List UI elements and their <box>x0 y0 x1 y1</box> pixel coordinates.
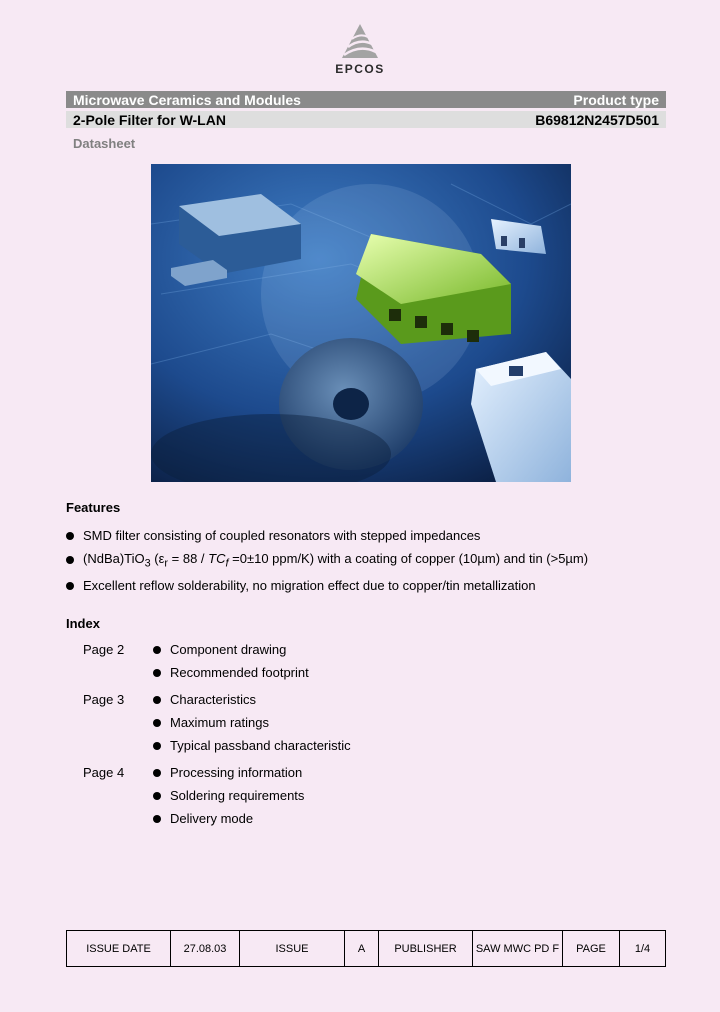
index-page-label: Page 4 <box>83 765 125 780</box>
bullet-icon <box>66 532 74 540</box>
bullet-icon <box>66 582 74 590</box>
feature-text: (NdBa)TiO$_3$ ($\varepsilon_r = 88 / TC_f =0\pm 10$ ppm/K) with a coating of copper (10µm) and tin (>5µm) <box>83 551 589 570</box>
index-item: Component drawing <box>153 642 286 657</box>
feature-text: SMD filter consisting of coupled resonators with stepped impedances <box>83 528 481 543</box>
feature-item <box>66 528 480 543</box>
bullet-icon <box>153 815 161 823</box>
index-item: Characteristics <box>153 692 256 707</box>
issue-label: ISSUE <box>240 931 345 966</box>
feature-item <box>66 578 536 593</box>
features-heading: Features <box>66 500 121 515</box>
index-page-label: Page 3 <box>83 692 125 707</box>
issue-value: A <box>345 931 379 966</box>
issue-date-value: 27.08.03 <box>171 931 240 966</box>
bullet-icon <box>153 792 161 800</box>
part-number: B69812N2457D501 <box>535 111 659 128</box>
feature-item <box>66 551 588 570</box>
brand-name: EPCOS <box>335 62 385 76</box>
epcos-logo <box>320 24 400 80</box>
page-label: PAGE <box>563 931 620 966</box>
index-page-label: Page 2 <box>83 642 125 657</box>
product-photo <box>151 164 571 482</box>
product-bar <box>66 111 666 128</box>
publisher-value: SAW MWC PD F <box>473 931 563 966</box>
bullet-icon <box>153 719 161 727</box>
category-bar <box>66 91 666 108</box>
product-type-label: Product type <box>573 91 659 108</box>
category-title: Microwave Ceramics and Modules <box>73 91 301 108</box>
index-item: Processing information <box>153 765 302 780</box>
bullet-icon <box>153 696 161 704</box>
index-heading: Index <box>66 616 100 631</box>
index-item: Recommended footprint <box>153 665 309 680</box>
bullet-icon <box>153 769 161 777</box>
index-item: Typical passband characteristic <box>153 738 351 753</box>
product-name: 2-Pole Filter for W-LAN <box>73 111 226 128</box>
publisher-label: PUBLISHER <box>379 931 473 966</box>
index-item: Maximum ratings <box>153 715 269 730</box>
issue-date-label: ISSUE DATE <box>67 931 171 966</box>
bullet-icon <box>153 646 161 654</box>
issue-footer-table <box>66 930 666 967</box>
index-item: Soldering requirements <box>153 788 304 803</box>
doc-type: Datasheet <box>73 136 136 151</box>
bullet-icon <box>153 669 161 677</box>
bullet-icon <box>66 556 74 564</box>
index-item: Delivery mode <box>153 811 253 826</box>
page-value: 1/4 <box>634 942 651 955</box>
feature-text: Excellent reflow solderability, no migration effect due to copper/tin metallization <box>83 578 536 593</box>
bullet-icon <box>153 742 161 750</box>
epcos-logo-icon <box>340 24 380 60</box>
